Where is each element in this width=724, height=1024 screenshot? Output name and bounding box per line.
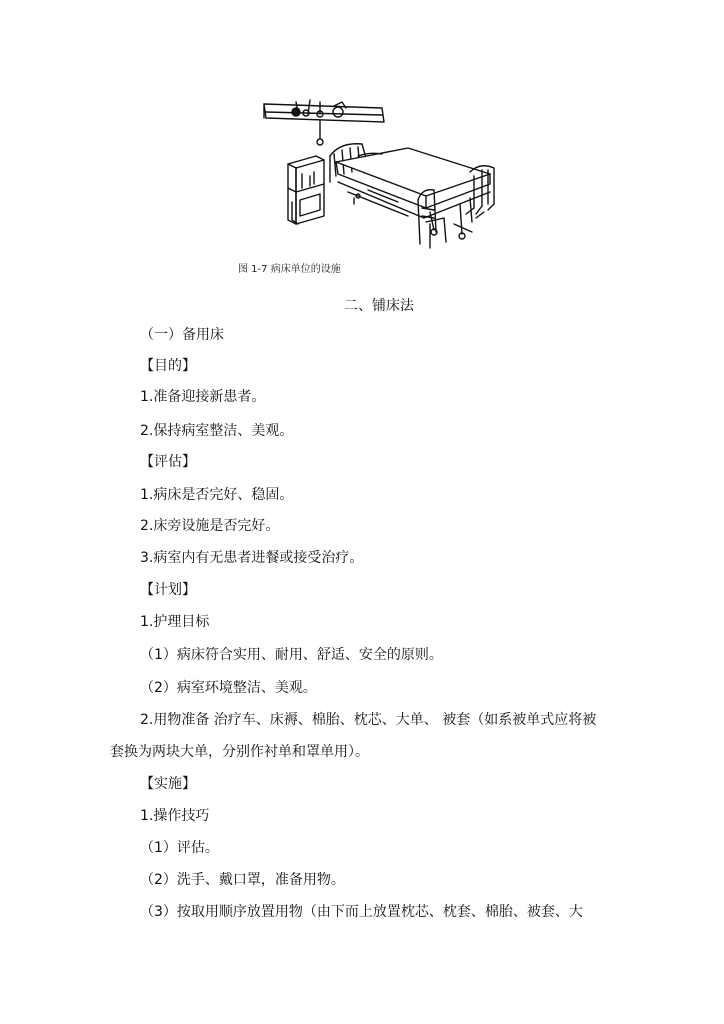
figure-caption: 图 1-7 病床单位的设施 (238, 264, 341, 275)
heading-assessment: 【评估】 (140, 454, 196, 470)
list-item: （1）病床符合实用、耐用、舒适、安全的原则。 (140, 647, 443, 663)
heading-purpose: 【目的】 (140, 358, 196, 374)
list-item: （3）按取用顺序放置用物（由下而上放置枕芯、枕套、棉胎、被套、大 (140, 904, 583, 920)
list-item: 2.床旁设施是否完好。 (140, 518, 280, 534)
paragraph-line: 2.用物准备 治疗车、床褥、棉胎、枕芯、大单、 被套（如系被单式应将被 (140, 712, 597, 728)
list-item: 1.护理目标 (140, 614, 210, 630)
list-item: 1.操作技巧 (140, 808, 210, 824)
list-item: 3.病室内有无患者进餐或接受治疗。 (140, 550, 364, 566)
list-item: 1.准备迎接新患者。 (140, 389, 266, 405)
heading-plan: 【计划】 (140, 582, 196, 598)
section-title: 二、铺床法 (344, 298, 414, 314)
paragraph-line: 套换为两块大单，分别作衬单和罩单用）。 (110, 744, 369, 760)
list-item: （2）洗手、戴口罩，准备用物。 (140, 872, 345, 888)
list-item: （1）评估。 (140, 840, 219, 856)
subsection-heading: （一）备用床 (140, 327, 224, 343)
hospital-bed-illustration (258, 92, 506, 252)
list-item: （2）病室环境整洁、美观。 (140, 680, 317, 696)
heading-implementation: 【实施】 (140, 776, 196, 792)
bed-unit-drawing (258, 92, 506, 252)
list-item: 2.保持病室整洁、美观。 (140, 423, 294, 439)
list-item: 1.病床是否完好、稳固。 (140, 487, 294, 503)
